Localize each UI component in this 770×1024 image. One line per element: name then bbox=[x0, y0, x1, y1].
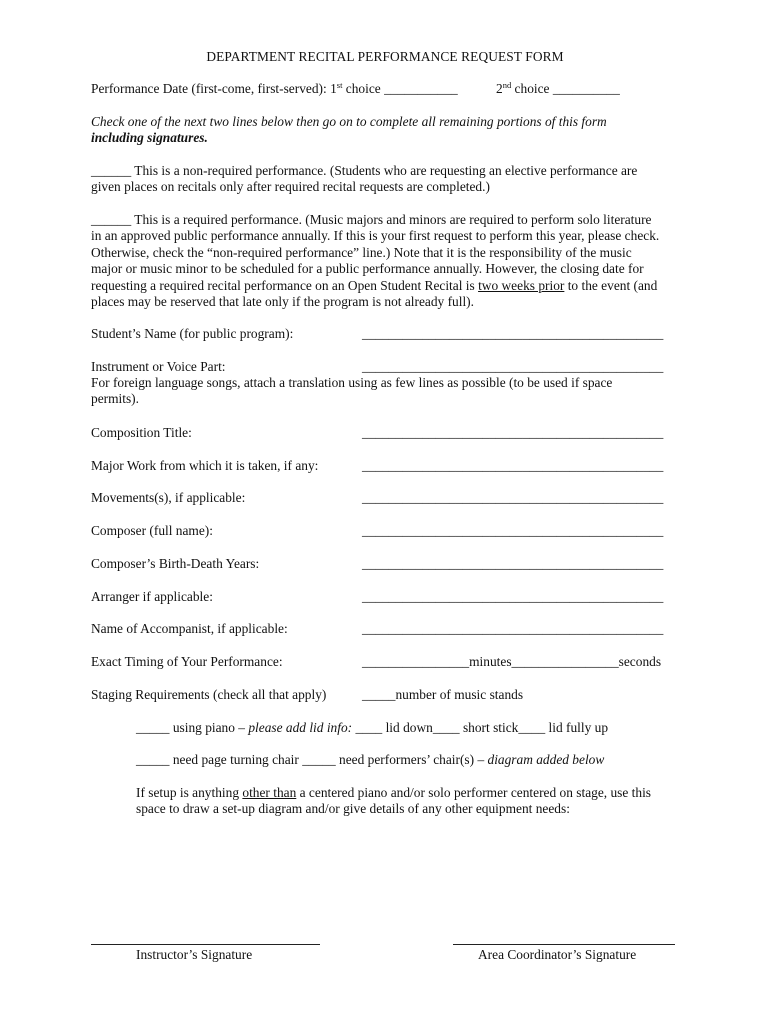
instrument-voice-label: Instrument or Voice Part: bbox=[91, 359, 226, 374]
accompanist-label: Name of Accompanist, if applicable: bbox=[91, 621, 288, 636]
student-name-label: Student’s Name (for public program): bbox=[91, 326, 294, 341]
composition-title-label: Composition Title: bbox=[91, 425, 192, 440]
two-weeks-prior-emphasis: two weeks prior bbox=[478, 277, 565, 293]
composer-field[interactable]: _____________________________________________ bbox=[362, 523, 664, 538]
timing-label: Exact Timing of Your Performance: bbox=[91, 654, 283, 669]
movements-field[interactable]: _____________________________________________ bbox=[362, 490, 664, 505]
arranger-field[interactable]: _____________________________________________ bbox=[362, 589, 664, 604]
accompanist-field[interactable]: _____________________________________________ bbox=[362, 621, 664, 636]
required-option[interactable]: ______ This is a required performance. (Music majors and minors are required to perform solo literature in an approved public performance annually. If this is your first request to perform this year, please check. Otherwise, check the “non-required performance” line.) Note that it is the responsibility of the music major or music minor to be scheduled for a public performance annually. However, the closing date for requesting a required recital performance on an Open Student Recital is two weeks prior to the event (and places may be reserved that late only if the program is not already full). bbox=[91, 212, 660, 310]
coordinator-signature-line[interactable] bbox=[453, 944, 675, 945]
translation-note: For foreign language songs, attach a translation using as few lines as possible (to be used if space permits). bbox=[91, 375, 613, 407]
instructor-signature-label: Instructor’s Signature bbox=[136, 947, 253, 962]
major-work-field[interactable]: _____________________________________________ bbox=[362, 458, 664, 473]
performance-date-second-choice[interactable]: 2nd choice __________ bbox=[496, 80, 620, 96]
arranger-label: Arranger if applicable: bbox=[91, 589, 213, 604]
performance-date-first-choice[interactable]: Performance Date (first-come, first-served): 1st choice ___________ bbox=[91, 80, 458, 96]
non-required-option[interactable]: ______ This is a non-required performance. (Students who are requesting an elective performance are given places on recitals only after required recital requests are completed.) bbox=[91, 163, 638, 195]
composer-years-field[interactable]: _____________________________________________ bbox=[362, 556, 664, 571]
movements-label: Movements(s), if applicable: bbox=[91, 490, 246, 505]
staging-label: Staging Requirements (check all that apply) bbox=[91, 687, 327, 702]
setup-instructions: If setup is anything other than a centered piano and/or solo performer centered on stage, use this space to draw a set-up diagram and/or give details of any other equipment needs: bbox=[136, 785, 652, 817]
composer-years-label: Composer’s Birth-Death Years: bbox=[91, 556, 260, 571]
chair-options[interactable]: _____ need page turning chair _____ need performers’ chair(s) – diagram added below bbox=[136, 752, 605, 767]
composer-label: Composer (full name): bbox=[91, 523, 213, 538]
timing-field[interactable]: ________________minutes________________seconds bbox=[362, 654, 662, 669]
instrument-voice-field[interactable]: _____________________________________________ bbox=[362, 359, 664, 374]
form-title: DEPARTMENT RECITAL PERFORMANCE REQUEST FORM bbox=[206, 49, 564, 64]
music-stands-field[interactable]: _____number of music stands bbox=[362, 687, 524, 702]
student-name-field[interactable]: _____________________________________________ bbox=[362, 326, 664, 341]
composition-title-field[interactable]: _____________________________________________ bbox=[362, 425, 664, 440]
coordinator-signature-label: Area Coordinator’s Signature bbox=[478, 947, 637, 962]
piano-option[interactable]: _____ using piano – please add lid info: ____ lid down____ short stick____ lid fully up bbox=[136, 720, 609, 735]
instructions: Check one of the next two lines below then go on to complete all remaining portions of this form including signatures. bbox=[91, 114, 607, 146]
instructor-signature-line[interactable] bbox=[91, 944, 320, 945]
major-work-label: Major Work from which it is taken, if any: bbox=[91, 458, 319, 473]
